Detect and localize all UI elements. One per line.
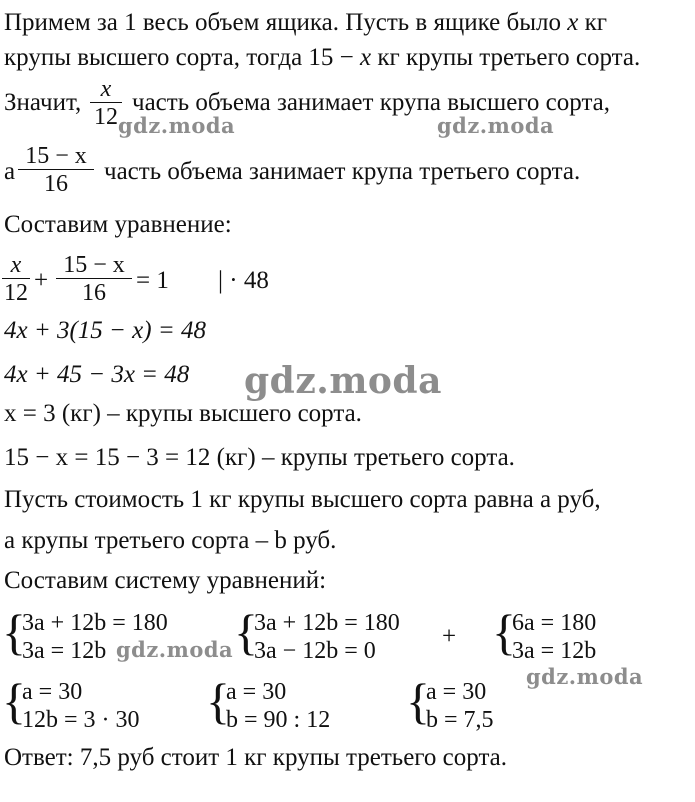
system-add-sign: + (442, 623, 457, 650)
system-2-line-1: 3a + 12b = 180 (254, 610, 400, 636)
watermark-5: gdz.moda (526, 664, 644, 689)
system-2-brace: { (234, 604, 258, 660)
watermark-3: gdz.moda (244, 360, 442, 402)
eq-fraction-15-minus-x-over-16 (56, 252, 132, 307)
system-1-line-1: 3a + 12b = 180 (22, 610, 168, 636)
line-4-suffix: часть объема занимает крупа третьего сорта. (104, 158, 581, 185)
eq-plus: + (34, 267, 49, 294)
text-line-2 (4, 43, 640, 73)
fraction-denominator: 16 (82, 280, 106, 306)
eq-equals-one: = 1 (136, 267, 169, 294)
system-3-brace: { (492, 604, 516, 660)
line-3-prefix: Значит, (4, 89, 82, 116)
eq-fraction-x-over-12 (2, 252, 30, 307)
fraction-denominator: 12 (4, 280, 28, 306)
line-price-b: а крупы третьего сорта – b руб. (4, 527, 337, 554)
watermark-1: gdz.moda (118, 113, 236, 138)
line-2-b: кг крупы третьего сорта. (377, 44, 641, 71)
system-2-line-2: 3a − 12b = 0 (254, 638, 376, 664)
system-5-line-2: b = 90 : 12 (226, 707, 331, 733)
system-3-line-2: 3a = 12b (512, 638, 597, 664)
fraction-15-minus-x-over-16 (18, 143, 94, 198)
system-3-line-1: 6a = 180 (512, 610, 597, 636)
line-result-x: x = 3 (кг) – крупы высшего сорта. (4, 400, 362, 427)
answer-line: Ответ: 7,5 руб стоит 1 кг крупы третьего сорта. (4, 744, 508, 771)
line-compose-system: Составим систему уравнений: (4, 567, 327, 594)
eq-multiplier: | · 48 (218, 267, 269, 294)
fraction-denominator: 16 (44, 171, 68, 197)
system-4-line-2: 12b = 3 · 30 (22, 707, 140, 733)
system-4-line-1: a = 30 (22, 679, 83, 705)
line-equation-simplified: 4x + 45 − 3x = 48 (4, 361, 190, 388)
line-compose-equation: Составим уравнение: (4, 211, 232, 238)
fraction-numerator: x (100, 76, 112, 102)
system-5-line-1: a = 30 (226, 679, 287, 705)
system-6-line-2: b = 7,5 (426, 707, 494, 733)
line-equation-expanded: 4x + 3(15 − x) = 48 (4, 317, 206, 344)
fraction-denominator: 12 (94, 104, 118, 130)
system-1-brace: { (2, 604, 26, 660)
system-1-line-2: 3a = 12b (22, 638, 107, 664)
system-5-brace: { (206, 673, 230, 729)
line-3-suffix: часть объема занимает крупа высшего сорта, (132, 89, 611, 116)
line-price-intro: Пусть стоимость 1 кг крупы высшего сорта равна a руб, (4, 486, 601, 513)
line-result-15-minus-x: 15 − x = 15 − 3 = 12 (кг) – крупы третьего сорта. (4, 444, 515, 471)
system-6-line-1: a = 30 (426, 679, 487, 705)
system-6-brace: { (406, 673, 430, 729)
line-1-var: x (567, 9, 579, 36)
fraction-numerator: 15 − x (63, 252, 125, 278)
line-4-prefix: а (4, 158, 16, 185)
watermark-2: gdz.moda (437, 113, 555, 138)
line-2-a: крупы высшего сорта, тогда 15 − (4, 44, 354, 71)
line-1-tail: кг (584, 9, 607, 36)
system-4-brace: { (2, 673, 26, 729)
watermark-4: gdz.moda (116, 637, 234, 662)
text-line-1 (4, 8, 607, 38)
line-2-var: x (360, 44, 372, 71)
fraction-numerator: x (10, 252, 22, 278)
fraction-numerator: 15 − x (25, 143, 87, 169)
line-1-text: Примем за 1 весь объем ящика. Пусть в ящике было (4, 9, 561, 36)
